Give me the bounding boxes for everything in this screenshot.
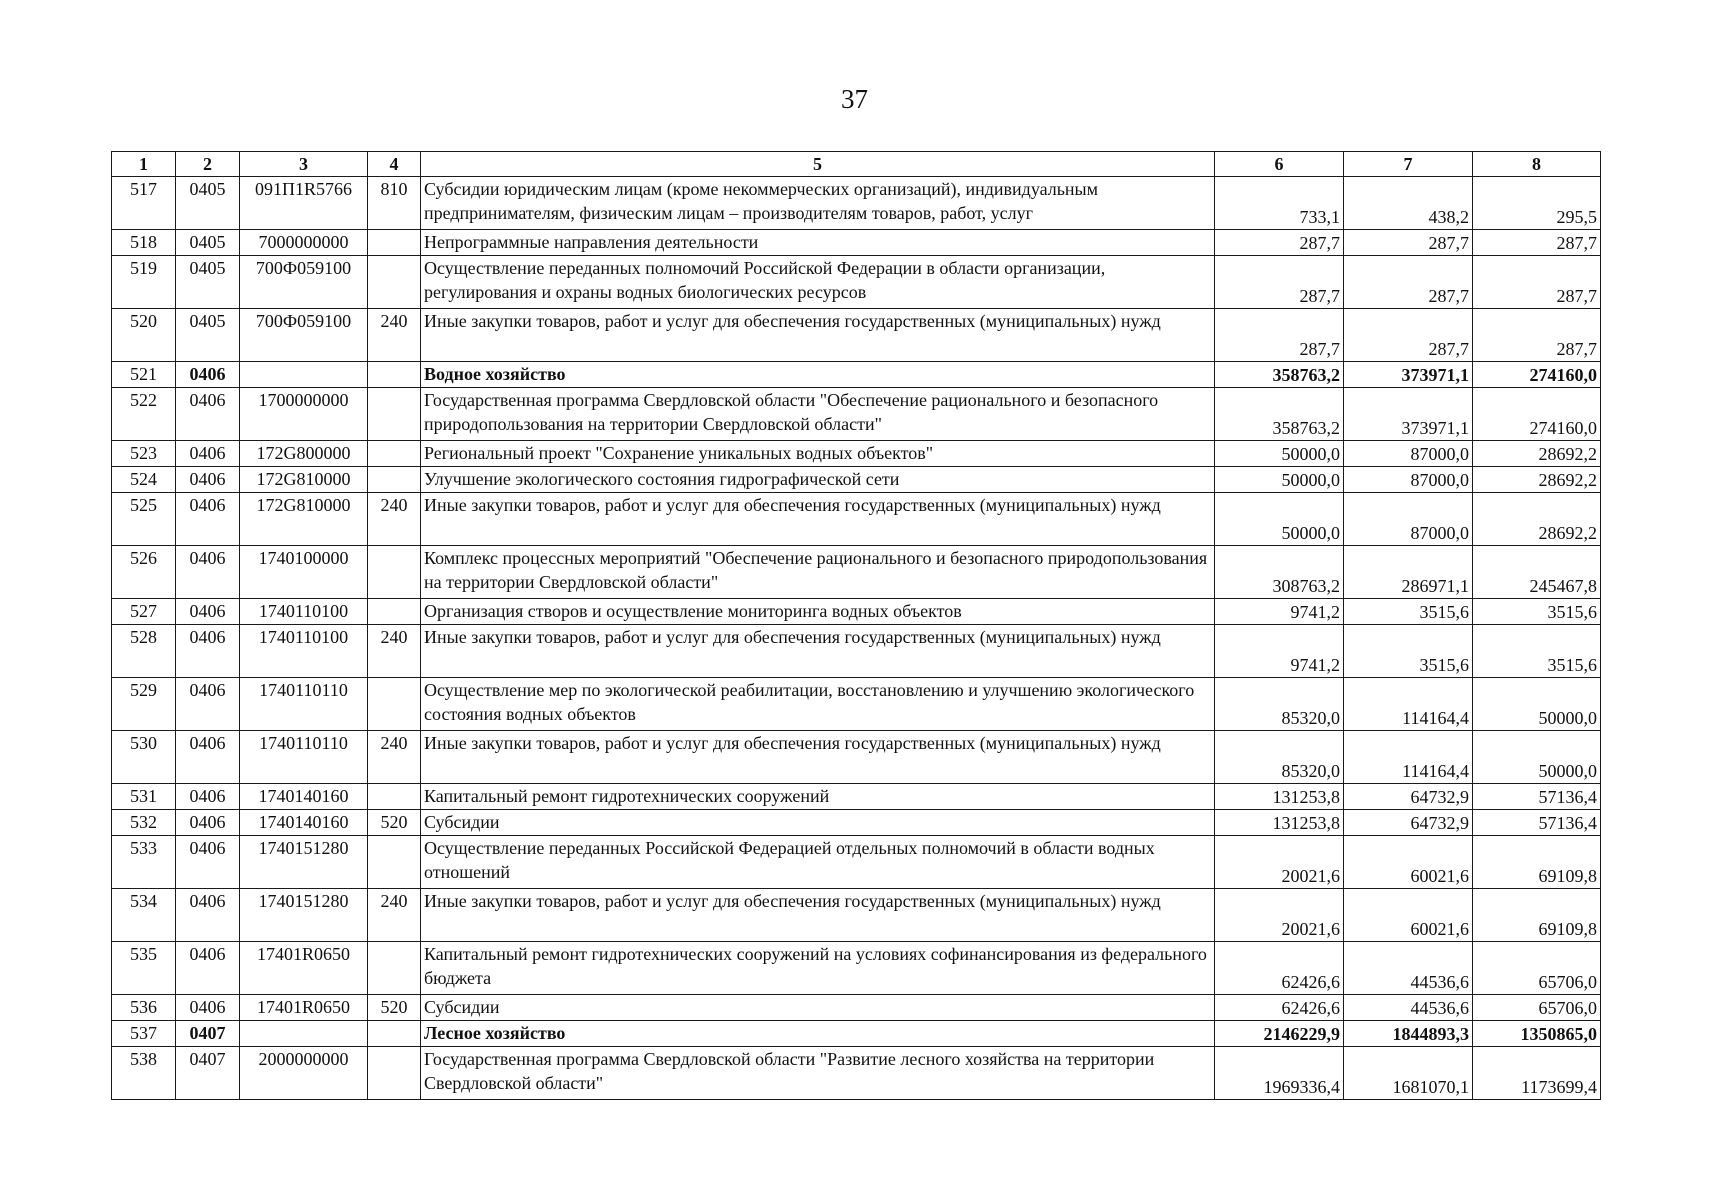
row-number-cell: 533 <box>112 836 176 889</box>
expense-type-cell <box>368 1021 421 1047</box>
item-name-cell: Осуществление мер по экологической реабилитации, восстановлению и улучшению экологического состояния водных объектов <box>421 678 1215 731</box>
row-number-cell: 522 <box>112 388 176 441</box>
section-code-cell: 0406 <box>176 995 240 1021</box>
row-number-cell: 534 <box>112 889 176 942</box>
amount-col6-cell: 20021,6 <box>1215 836 1344 889</box>
amount-col7-cell: 3515,6 <box>1344 625 1473 678</box>
row-number-cell: 526 <box>112 546 176 599</box>
section-code-cell: 0406 <box>176 546 240 599</box>
target-article-cell <box>240 1021 368 1047</box>
amount-col6-cell: 2146229,9 <box>1215 1021 1344 1047</box>
amount-col6-cell: 287,7 <box>1215 256 1344 309</box>
target-article-cell: 091П1R5766 <box>240 177 368 230</box>
table-body <box>112 177 1601 1100</box>
amount-col7-cell: 287,7 <box>1344 309 1473 362</box>
section-code-cell: 0406 <box>176 388 240 441</box>
table-row <box>112 942 1601 995</box>
amount-col7-cell: 64732,9 <box>1344 784 1473 810</box>
amount-col8-cell: 3515,6 <box>1473 625 1601 678</box>
amount-col7-cell: 87000,0 <box>1344 493 1473 546</box>
section-code-cell: 0406 <box>176 441 240 467</box>
target-article-cell: 1740110100 <box>240 599 368 625</box>
expense-type-cell <box>368 230 421 256</box>
item-name-cell: Лесное хозяйство <box>421 1021 1215 1047</box>
target-article-cell: 1740151280 <box>240 889 368 942</box>
row-number-cell: 531 <box>112 784 176 810</box>
target-article-cell: 172G800000 <box>240 441 368 467</box>
amount-col8-cell: 57136,4 <box>1473 810 1601 836</box>
table-row <box>112 784 1601 810</box>
budget-table <box>111 151 1601 1100</box>
row-number-cell: 528 <box>112 625 176 678</box>
amount-col7-cell: 87000,0 <box>1344 441 1473 467</box>
amount-col8-cell: 1173699,4 <box>1473 1047 1601 1100</box>
target-article-cell: 2000000000 <box>240 1047 368 1100</box>
column-header: 2 <box>176 152 240 177</box>
amount-col6-cell: 62426,6 <box>1215 942 1344 995</box>
row-number-cell: 537 <box>112 1021 176 1047</box>
amount-col7-cell: 44536,6 <box>1344 942 1473 995</box>
amount-col6-cell: 131253,8 <box>1215 784 1344 810</box>
expense-type-cell: 520 <box>368 995 421 1021</box>
amount-col7-cell: 60021,6 <box>1344 889 1473 942</box>
amount-col8-cell: 287,7 <box>1473 256 1601 309</box>
amount-col6-cell: 733,1 <box>1215 177 1344 230</box>
amount-col6-cell: 358763,2 <box>1215 362 1344 388</box>
section-code-cell: 0406 <box>176 625 240 678</box>
amount-col7-cell: 64732,9 <box>1344 810 1473 836</box>
target-article-cell: 172G810000 <box>240 467 368 493</box>
item-name-cell: Субсидии <box>421 810 1215 836</box>
amount-col7-cell: 438,2 <box>1344 177 1473 230</box>
amount-col7-cell: 1681070,1 <box>1344 1047 1473 1100</box>
item-name-cell: Капитальный ремонт гидротехнических сооружений на условиях софинансирования из федерального бюджета <box>421 942 1215 995</box>
amount-col8-cell: 1350865,0 <box>1473 1021 1601 1047</box>
section-code-cell: 0406 <box>176 810 240 836</box>
table-row <box>112 836 1601 889</box>
page-number: 37 <box>841 84 868 114</box>
table-row <box>112 810 1601 836</box>
row-number-cell: 524 <box>112 467 176 493</box>
column-header: 7 <box>1344 152 1473 177</box>
amount-col8-cell: 287,7 <box>1473 230 1601 256</box>
section-code-cell: 0406 <box>176 493 240 546</box>
target-article-cell: 1740110110 <box>240 731 368 784</box>
amount-col6-cell: 50000,0 <box>1215 441 1344 467</box>
amount-col8-cell: 69109,8 <box>1473 889 1601 942</box>
item-name-cell: Иные закупки товаров, работ и услуг для обеспечения государственных (муниципальных) нужд <box>421 731 1215 784</box>
target-article-cell: 17401R0650 <box>240 942 368 995</box>
target-article-cell: 700Ф059100 <box>240 256 368 309</box>
table-row <box>112 309 1601 362</box>
expense-type-cell <box>368 599 421 625</box>
item-name-cell: Капитальный ремонт гидротехнических сооружений <box>421 784 1215 810</box>
table-row <box>112 678 1601 731</box>
column-header: 1 <box>112 152 176 177</box>
amount-col8-cell: 287,7 <box>1473 309 1601 362</box>
amount-col8-cell: 50000,0 <box>1473 678 1601 731</box>
amount-col8-cell: 28692,2 <box>1473 441 1601 467</box>
expense-type-cell <box>368 784 421 810</box>
item-name-cell: Субсидии <box>421 995 1215 1021</box>
section-code-cell: 0406 <box>176 467 240 493</box>
amount-col6-cell: 20021,6 <box>1215 889 1344 942</box>
row-number-cell: 536 <box>112 995 176 1021</box>
expense-type-cell <box>368 388 421 441</box>
item-name-cell: Улучшение экологического состояния гидрографической сети <box>421 467 1215 493</box>
amount-col7-cell: 87000,0 <box>1344 467 1473 493</box>
amount-col8-cell: 245467,8 <box>1473 546 1601 599</box>
target-article-cell <box>240 362 368 388</box>
table-row <box>112 177 1601 230</box>
amount-col6-cell: 287,7 <box>1215 309 1344 362</box>
expense-type-cell: 240 <box>368 493 421 546</box>
row-number-cell: 525 <box>112 493 176 546</box>
section-code-cell: 0406 <box>176 942 240 995</box>
section-code-cell: 0405 <box>176 256 240 309</box>
row-number-cell: 523 <box>112 441 176 467</box>
row-number-cell: 521 <box>112 362 176 388</box>
target-article-cell: 1740110100 <box>240 625 368 678</box>
expense-type-cell <box>368 942 421 995</box>
amount-col6-cell: 287,7 <box>1215 230 1344 256</box>
item-name-cell: Иные закупки товаров, работ и услуг для обеспечения государственных (муниципальных) нужд <box>421 493 1215 546</box>
item-name-cell: Комплекс процессных мероприятий "Обеспечение рационального и безопасного природопользования на территории Свердловской области" <box>421 546 1215 599</box>
amount-col7-cell: 3515,6 <box>1344 599 1473 625</box>
section-code-cell: 0405 <box>176 309 240 362</box>
item-name-cell: Государственная программа Свердловской области "Развитие лесного хозяйства на территории Свердловской области" <box>421 1047 1215 1100</box>
item-name-cell: Иные закупки товаров, работ и услуг для обеспечения государственных (муниципальных) нужд <box>421 889 1215 942</box>
table-row <box>112 388 1601 441</box>
table-row <box>112 362 1601 388</box>
amount-col8-cell: 28692,2 <box>1473 493 1601 546</box>
amount-col7-cell: 60021,6 <box>1344 836 1473 889</box>
target-article-cell: 1740140160 <box>240 810 368 836</box>
amount-col6-cell: 358763,2 <box>1215 388 1344 441</box>
section-code-cell: 0406 <box>176 836 240 889</box>
section-code-cell: 0406 <box>176 599 240 625</box>
table-row <box>112 441 1601 467</box>
target-article-cell: 1700000000 <box>240 388 368 441</box>
item-name-cell: Иные закупки товаров, работ и услуг для обеспечения государственных (муниципальных) нужд <box>421 625 1215 678</box>
amount-col6-cell: 85320,0 <box>1215 678 1344 731</box>
target-article-cell: 700Ф059100 <box>240 309 368 362</box>
section-code-cell: 0405 <box>176 230 240 256</box>
amount-col7-cell: 114164,4 <box>1344 678 1473 731</box>
expense-type-cell: 240 <box>368 309 421 362</box>
row-number-cell: 532 <box>112 810 176 836</box>
expense-type-cell: 240 <box>368 731 421 784</box>
item-name-cell: Водное хозяйство <box>421 362 1215 388</box>
table-row <box>112 889 1601 942</box>
row-number-cell: 527 <box>112 599 176 625</box>
amount-col7-cell: 287,7 <box>1344 230 1473 256</box>
target-article-cell: 1740151280 <box>240 836 368 889</box>
item-name-cell: Осуществление переданных полномочий Российской Федерации в области организации, регулирования и охраны водных биологических ресурсов <box>421 256 1215 309</box>
table-row <box>112 467 1601 493</box>
amount-col8-cell: 65706,0 <box>1473 942 1601 995</box>
amount-col8-cell: 57136,4 <box>1473 784 1601 810</box>
row-number-cell: 535 <box>112 942 176 995</box>
row-number-cell: 538 <box>112 1047 176 1100</box>
expense-type-cell: 240 <box>368 889 421 942</box>
item-name-cell: Государственная программа Свердловской области "Обеспечение рационального и безопасного природопользования на территории Свердловской области" <box>421 388 1215 441</box>
row-number-cell: 519 <box>112 256 176 309</box>
row-number-cell: 520 <box>112 309 176 362</box>
amount-col7-cell: 373971,1 <box>1344 388 1473 441</box>
column-header: 3 <box>240 152 368 177</box>
expense-type-cell <box>368 441 421 467</box>
column-header: 5 <box>421 152 1215 177</box>
amount-col8-cell: 50000,0 <box>1473 731 1601 784</box>
column-header: 4 <box>368 152 421 177</box>
expense-type-cell <box>368 1047 421 1100</box>
table-row <box>112 995 1601 1021</box>
header-row <box>112 152 1601 177</box>
table-row <box>112 599 1601 625</box>
item-name-cell: Иные закупки товаров, работ и услуг для обеспечения государственных (муниципальных) нужд <box>421 309 1215 362</box>
column-header: 6 <box>1215 152 1344 177</box>
amount-col8-cell: 295,5 <box>1473 177 1601 230</box>
amount-col7-cell: 1844893,3 <box>1344 1021 1473 1047</box>
amount-col8-cell: 274160,0 <box>1473 388 1601 441</box>
section-code-cell: 0406 <box>176 678 240 731</box>
amount-col8-cell: 274160,0 <box>1473 362 1601 388</box>
amount-col8-cell: 65706,0 <box>1473 995 1601 1021</box>
item-name-cell: Субсидии юридическим лицам (кроме некоммерческих организаций), индивидуальным предпринимателям, физическим лицам – производителям товаров, работ, услуг <box>421 177 1215 230</box>
amount-col7-cell: 286971,1 <box>1344 546 1473 599</box>
target-article-cell: 1740140160 <box>240 784 368 810</box>
section-code-cell: 0406 <box>176 784 240 810</box>
amount-col6-cell: 131253,8 <box>1215 810 1344 836</box>
section-code-cell: 0405 <box>176 177 240 230</box>
amount-col8-cell: 3515,6 <box>1473 599 1601 625</box>
row-number-cell: 530 <box>112 731 176 784</box>
section-code-cell: 0406 <box>176 889 240 942</box>
expense-type-cell: 520 <box>368 810 421 836</box>
section-code-cell: 0406 <box>176 731 240 784</box>
column-header: 8 <box>1473 152 1601 177</box>
section-code-cell: 0407 <box>176 1047 240 1100</box>
target-article-cell: 17401R0650 <box>240 995 368 1021</box>
section-code-cell: 0407 <box>176 1021 240 1047</box>
expense-type-cell: 240 <box>368 625 421 678</box>
amount-col6-cell: 85320,0 <box>1215 731 1344 784</box>
target-article-cell: 172G810000 <box>240 493 368 546</box>
expense-type-cell <box>368 467 421 493</box>
row-number-cell: 529 <box>112 678 176 731</box>
row-number-cell: 517 <box>112 177 176 230</box>
expense-type-cell <box>368 678 421 731</box>
amount-col8-cell: 28692,2 <box>1473 467 1601 493</box>
expense-type-cell <box>368 546 421 599</box>
target-article-cell: 1740110110 <box>240 678 368 731</box>
amount-col7-cell: 287,7 <box>1344 256 1473 309</box>
item-name-cell: Осуществление переданных Российской Федерацией отдельных полномочий в области водных отношений <box>421 836 1215 889</box>
amount-col6-cell: 9741,2 <box>1215 625 1344 678</box>
expense-type-cell <box>368 256 421 309</box>
amount-col7-cell: 44536,6 <box>1344 995 1473 1021</box>
amount-col6-cell: 9741,2 <box>1215 599 1344 625</box>
table-row <box>112 256 1601 309</box>
section-code-cell: 0406 <box>176 362 240 388</box>
item-name-cell: Непрограммные направления деятельности <box>421 230 1215 256</box>
table-row <box>112 1047 1601 1100</box>
amount-col7-cell: 373971,1 <box>1344 362 1473 388</box>
expense-type-cell <box>368 836 421 889</box>
amount-col6-cell: 1969336,4 <box>1215 1047 1344 1100</box>
table-row <box>112 1021 1601 1047</box>
table-row <box>112 546 1601 599</box>
amount-col6-cell: 50000,0 <box>1215 493 1344 546</box>
amount-col6-cell: 50000,0 <box>1215 467 1344 493</box>
item-name-cell: Организация створов и осуществление мониторинга водных объектов <box>421 599 1215 625</box>
amount-col8-cell: 69109,8 <box>1473 836 1601 889</box>
expense-type-cell <box>368 362 421 388</box>
table-row <box>112 731 1601 784</box>
amount-col6-cell: 62426,6 <box>1215 995 1344 1021</box>
amount-col7-cell: 114164,4 <box>1344 731 1473 784</box>
target-article-cell: 7000000000 <box>240 230 368 256</box>
table-row <box>112 230 1601 256</box>
target-article-cell: 1740100000 <box>240 546 368 599</box>
amount-col6-cell: 308763,2 <box>1215 546 1344 599</box>
table-row <box>112 625 1601 678</box>
row-number-cell: 518 <box>112 230 176 256</box>
expense-type-cell: 810 <box>368 177 421 230</box>
table-row <box>112 493 1601 546</box>
item-name-cell: Региональный проект "Сохранение уникальных водных объектов" <box>421 441 1215 467</box>
